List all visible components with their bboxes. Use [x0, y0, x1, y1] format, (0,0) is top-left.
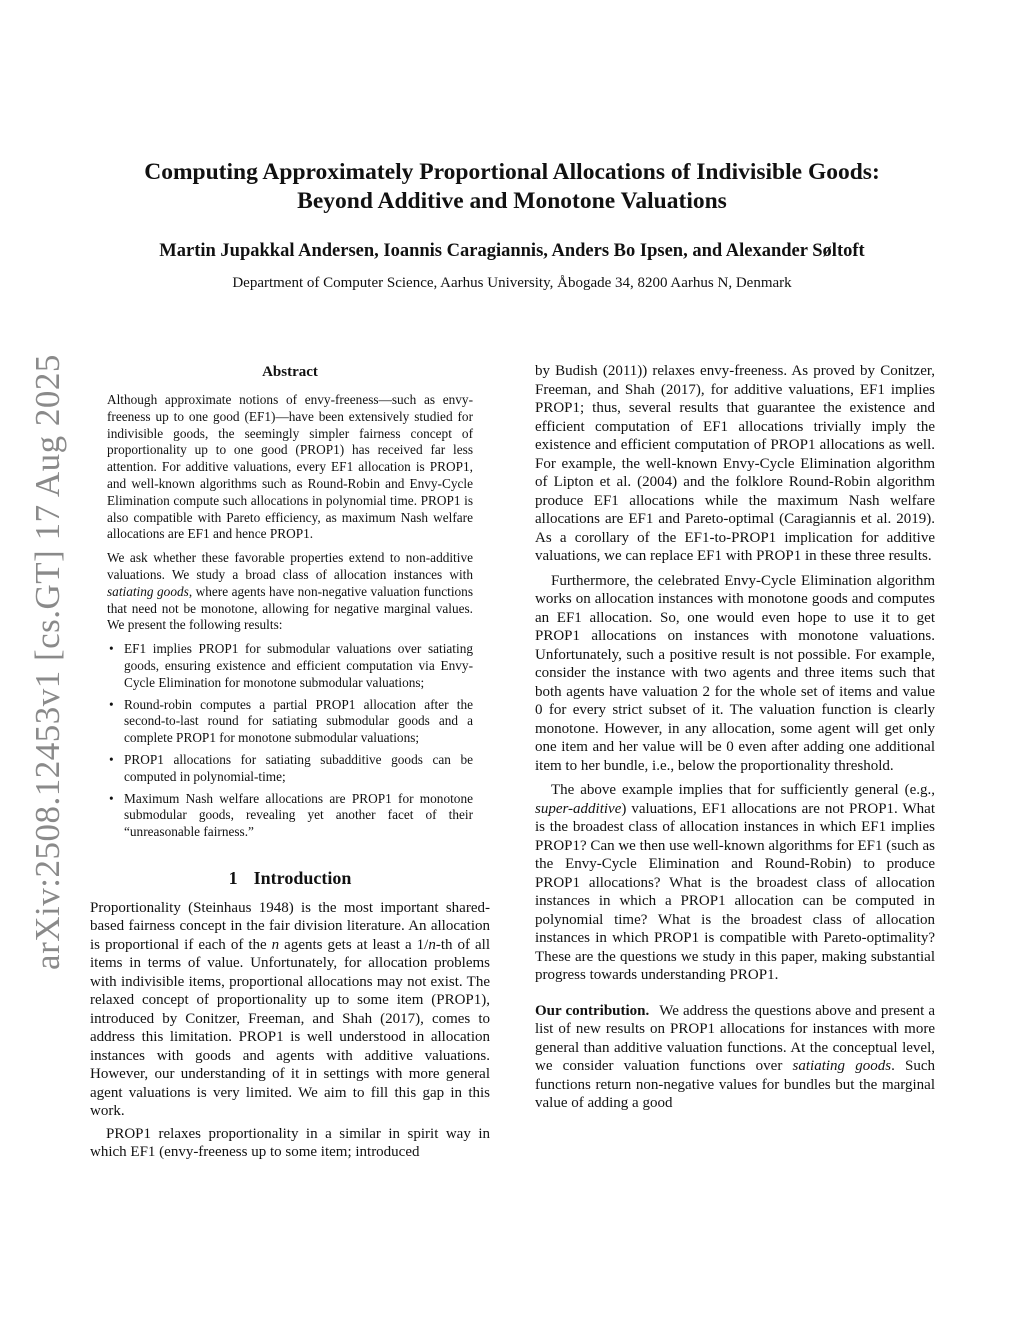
abstract-paragraph-2-text-b: , where agents have non-negative valuation functions that need not be monotone, allowing for negative marginal values. We present the following results: — [107, 583, 474, 633]
right-p3-text-b: ) valuations, EF1 allocations are not PROP1. What is the broadest class of allocation instances in which EF1 implies PROP1? Can we then use well-known algorithms for EF1 (such as the Envy-Cycle Elimination and Round-Robin) to produce PROP1 allocations? What is the broadest class of allocation instances in which a PROP1 allocation can be computed in polynomial time? What is the broadest class of allocation instances in which PROP1 is compatible with Pareto-optimality? These are the questions we study in this paper, making substantial progress towards understanding PROP1. — [535, 800, 935, 983]
right-paragraph-3 — [535, 781, 935, 985]
abstract-emphasis-satiating-goods: satiating goods — [107, 583, 189, 599]
author-affiliation: Department of Computer Science, Aarhus University, Åbogade 34, 8200 Aarhus N, Denmark — [232, 275, 792, 291]
paper-title — [90, 158, 934, 216]
result-text: Round-robin computes a partial PROP1 allocation after the second-to-last round for satiating submodular goods and a complete PROP1 for monotone submodular valuations; — [124, 696, 473, 746]
author-list: Martin Jupakkal Andersen, Ioannis Caragiannis, Anders Bo Ipsen, and Alexander Søltoft — [159, 241, 865, 261]
result-text: Maximum Nash welfare allocations are PROP1 for monotone submodular goods, revealing yet another facet of their “unreasonable fairness.” — [124, 790, 473, 840]
paper-title-line-2: Beyond Additive and Monotone Valuations — [297, 188, 727, 214]
right-paragraph-1: by Budish (2011)) relaxes envy-freeness. As proved by Conitzer, Freeman, and Shah (2017), for additive valuations, EF1 implies PROP1; thus, several results that guarantee the existence and efficient computation of EF1 allocations trivially imply the existence and efficient computation of PROP1 allocations as well. For example, the well-known Envy-Cycle Elimination algorithm of Lipton et al. (2004) and the folklore Round-Robin algorithm produce EF1 allocations while the maximum Nash welfare allocations are EF1 and Pareto-optimal (Caragiannis et al. 2019). As a corollary of the EF1-to-PROP1 implication for additive valuations, we can replace EF1 with PROP1 in these three results. — [535, 363, 935, 564]
intro-p1-text-b: agents gets at least a 1/ — [279, 936, 429, 953]
paper-title-line-1: Computing Approximately Proportional Allocations of Indivisible Goods: — [144, 159, 880, 185]
results-list-item — [107, 697, 473, 747]
section-heading-introduction — [90, 867, 490, 889]
math-variable-n: n — [428, 936, 436, 953]
right-p3-text-a: The above example implies that for sufficiently general (e.g., — [551, 782, 935, 798]
results-list-item — [107, 641, 473, 691]
math-variable-n: n — [271, 936, 280, 953]
result-text: PROP1 allocations for satiating subadditive goods can be computed in polynomial-time; — [124, 751, 473, 784]
contribution-paragraph — [535, 1002, 935, 1113]
bullet-icon: • — [109, 696, 114, 712]
abstract-paragraph-2-text-a: We ask whether these favorable properties extend to non-additive valuations. We study a broad class of allocation instances with — [107, 550, 473, 582]
contribution-text-b: . Such functions return non-negative values for bundles but the marginal value of adding a good — [535, 1058, 935, 1111]
emphasis-super-additive: super-additive — [535, 800, 622, 817]
results-list-item — [107, 791, 473, 841]
results-list — [107, 641, 473, 841]
abstract — [90, 362, 490, 841]
results-list-item — [107, 752, 473, 786]
result-text: EF1 implies PROP1 for submodular valuations over satiating goods, ensuring existence and efficient computation via Envy-Cycle Elimination for monotone submodular valuations; — [124, 641, 473, 690]
bullet-icon: • — [109, 790, 114, 806]
intro-p1-text-a: Proportionality (Steinhaus 1948) is the most important shared-based fairness concept in the fair division literature. An allocation is proportional if each of the — [90, 899, 490, 953]
right-column — [535, 362, 935, 1113]
section-number: 1 — [228, 867, 238, 888]
emphasis-satiating-goods: satiating goods — [792, 1058, 892, 1074]
abstract-paragraph-1: Although approximate notions of envy-freeness—such as envy-freeness up to one good (EF1)—have been extensively studied for indivisible goods, the seemingly simpler fairness concept of proportionality up to one good (PROP1) has received far less attention. For additive valuations, every EF1 allocation is PROP1, and well-known algorithms such as Round-Robin and Envy-Cycle Elimination compute such allocations in polynomial time. PROP1 is also compatible with Pareto efficiency, as maximum Nash welfare allocations are EF1 and hence PROP1. — [107, 392, 473, 542]
introduction-paragraph-2: PROP1 relaxes proportionality in a similar in spirit way in which EF1 (envy-freeness up to some item; introduced — [90, 1125, 490, 1161]
intro-p1-text-c: -th of all items in terms of value. Unfortunately, for allocation problems with indivisible items, proportional allocations may not exist. The relaxed concept of proportionality up to some item (PROP1), introduced by Conitzer, Freeman, and Shah (2017), comes to address this limitation. PROP1 is well understood in allocation instances with goods and agents with additive valuations. However, our understanding of it in settings with more general agent valuations is very limited. We aim to fill this gap in this work. — [90, 936, 490, 1120]
abstract-paragraph-2 — [107, 550, 473, 634]
section-title: Introduction — [253, 867, 352, 888]
introduction-body — [90, 899, 490, 1162]
bullet-icon: • — [109, 641, 114, 657]
abstract-heading: Abstract — [262, 364, 318, 380]
arxiv-identifier-stamp: arXiv:2508.12453v1 [cs.GT] 17 Aug 2025 — [28, 354, 67, 970]
contribution-text-a: We address the questions above and present a list of new results on PROP1 allocations for instances with more general than additive valuation functions. At the conceptual level, we consider valuation functions over — [535, 1002, 936, 1074]
introduction-paragraph-1 — [90, 899, 490, 1121]
left-column — [90, 362, 490, 1162]
bullet-icon: • — [109, 751, 114, 767]
contribution-run-in-heading: Our contribution. — [535, 1002, 650, 1019]
right-paragraph-2: Furthermore, the celebrated Envy-Cycle Elimination algorithm works on allocation instances with monotone goods and computes an EF1 allocation. So, one would even hope to use it to get PROP1 allocations on instances with monotone valuations. Unfortunately, such a positive result is not possible. For example, consider the instance with two agents and three items such that both agents have valuation 2 for the whole set of items and value 0 for every strict subset of it. The valuation function is clearly monotone. However, in any allocation, some agent will get only one item and her value will be 0 even after adding one additional item to her bundle, i.e., below the proportionality threshold. — [535, 572, 935, 774]
